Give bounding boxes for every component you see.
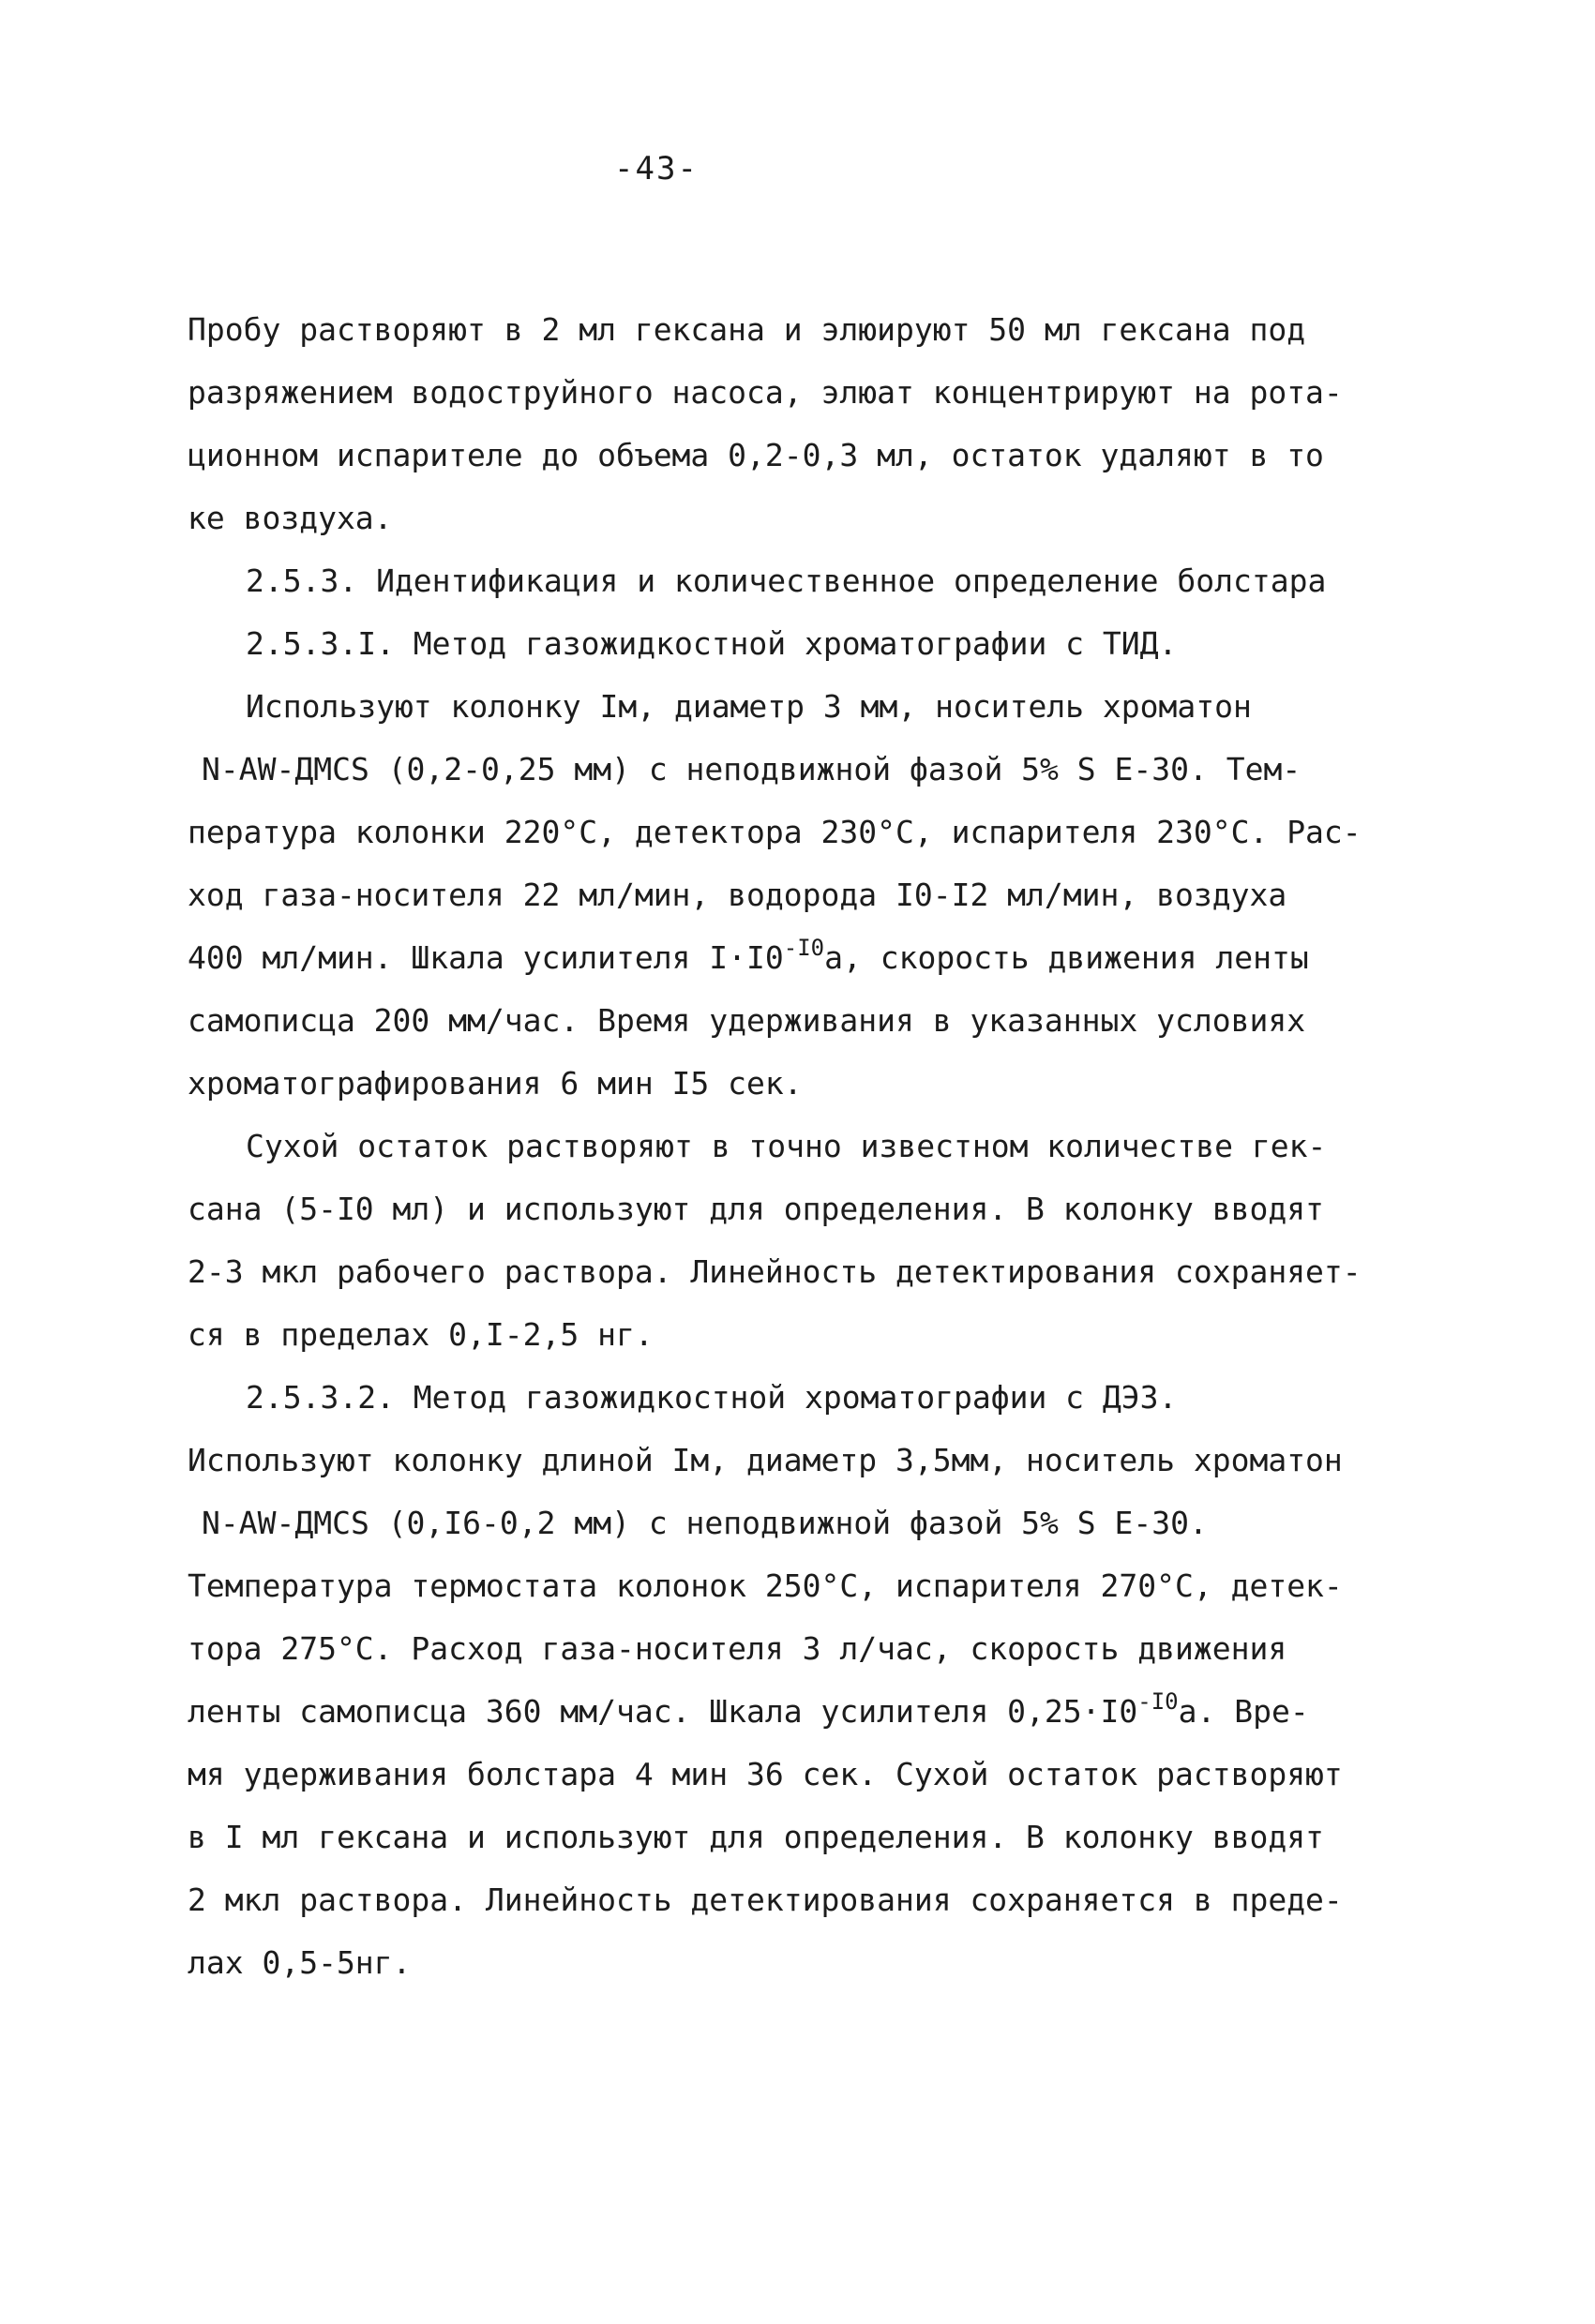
- text-segment: а, скорость движения ленты: [824, 939, 1309, 976]
- page-number: -43-: [614, 150, 699, 187]
- section-heading: 2.5.3. Идентификация и количественное определение болстара: [246, 562, 1327, 599]
- text-line-with-superscript: [188, 1688, 1416, 1731]
- text-line: хроматографирования 6 мин I5 сек.: [188, 1065, 803, 1102]
- text-line: ционном испарителе до объема 0,2-0,3 мл, остаток удаляют в то: [188, 437, 1324, 473]
- subsection-heading: 2.5.3.I. Метод газожидкостной хроматографии с ТИД.: [246, 625, 1178, 662]
- text-line: N-AW-ДМСS (0,2-0,25 мм) с неподвижной фазой 5% S E-30. Тем-: [202, 751, 1302, 787]
- text-line: тора 275°С. Расход газа-носителя 3 л/час, скорость движения: [188, 1630, 1287, 1667]
- text-segment: а. Вре-: [1178, 1693, 1309, 1730]
- text-line: ход газа-носителя 22 мл/мин, водорода I0-I2 мл/мин, воздуха: [188, 877, 1287, 913]
- text-segment: ленты самописца 360 мм/час. Шкала усилителя 0,25·I0: [188, 1693, 1138, 1730]
- text-line: Используют колонку длиной Iм, диаметр 3,5мм, носитель хроматон: [188, 1442, 1343, 1478]
- text-line: самописца 200 мм/час. Время удерживания в указанных условиях: [188, 1002, 1306, 1039]
- text-line: Используют колонку Iм, диаметр 3 мм, носитель хроматон: [246, 688, 1252, 725]
- text-line: Пробу растворяют в 2 мл гексана и элюируют 50 мл гексана под: [188, 311, 1306, 348]
- text-line-with-superscript: [188, 935, 1416, 977]
- text-line: мя удерживания болстара 4 мин 36 сек. Сухой остаток растворяют: [188, 1756, 1343, 1792]
- text-line: Сухой остаток растворяют в точно известном количестве гек-: [246, 1128, 1327, 1164]
- text-line: сана (5-I0 мл) и используют для определения. В колонку вводят: [188, 1191, 1324, 1227]
- text-line: лах 0,5-5нг.: [188, 1944, 412, 1981]
- text-segment: 400 мл/мин. Шкала усилителя I·I0: [188, 939, 784, 976]
- subsection-heading: 2.5.3.2. Метод газожидкостной хроматографии с ДЭЗ.: [246, 1379, 1178, 1416]
- text-line: N-AW-ДМСS (0,I6-0,2 мм) с неподвижной фазой 5% S E-30.: [202, 1505, 1208, 1541]
- text-line: 2 мкл раствора. Линейность детектирования сохраняется в преде-: [188, 1882, 1343, 1918]
- text-line: в I мл гексана и используют для определения. В колонку вводят: [188, 1819, 1324, 1855]
- superscript: -I0: [1137, 1688, 1179, 1715]
- text-line: пература колонки 220°С, детектора 230°С, испарителя 230°С. Рас-: [188, 814, 1362, 850]
- text-line: Температура термостата колонок 250°С, испарителя 270°С, детек-: [188, 1567, 1343, 1604]
- text-line: ке воздуха.: [188, 500, 393, 536]
- superscript: -I0: [783, 935, 825, 961]
- text-line: 2-3 мкл рабочего раствора. Линейность детектирования сохраняет-: [188, 1253, 1362, 1290]
- text-line: ся в пределах 0,I-2,5 нг.: [188, 1316, 654, 1353]
- text-line: разряжением водоструйного насоса, элюат концентрируют на рота-: [188, 374, 1343, 411]
